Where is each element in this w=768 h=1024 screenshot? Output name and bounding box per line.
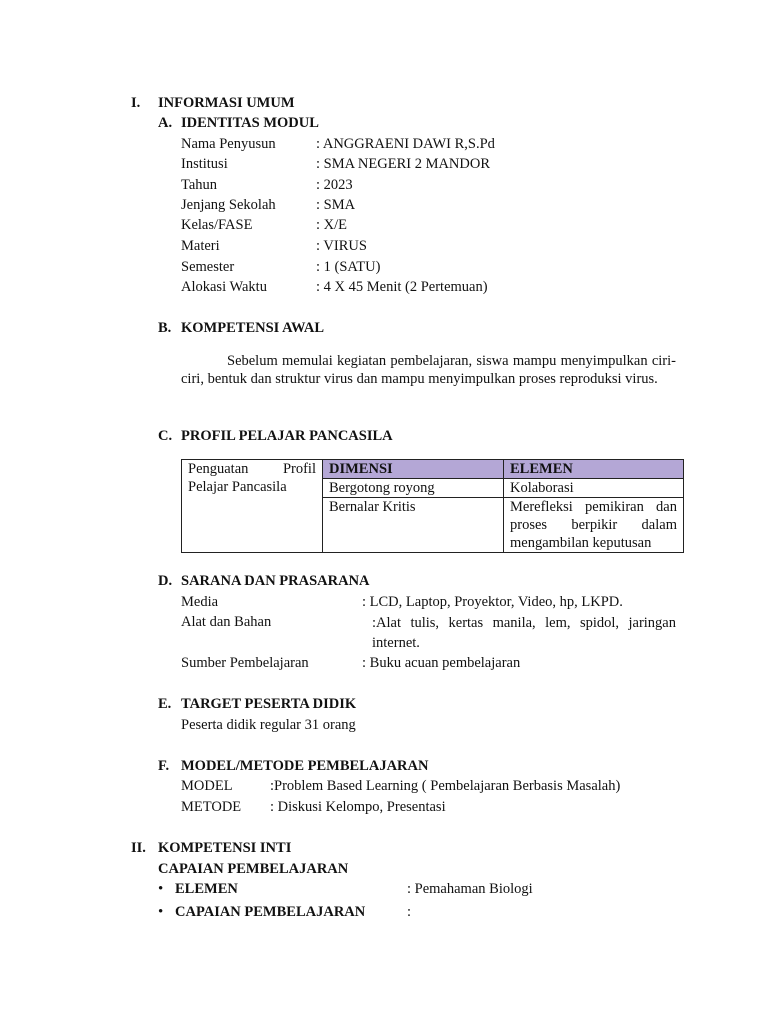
kompetensi-awal-text: Sebelum memulai kegiatan pembelajaran, siswa mampu menyimpulkan ciri-ciri, bentuk dan struktur virus dan mampu menyimpulkan proses reproduksi virus. <box>181 353 676 387</box>
model-label: MODEL <box>181 778 233 794</box>
subsection-title: KOMPETENSI AWAL <box>181 320 325 336</box>
section-number: II. <box>131 840 146 856</box>
column-header-elemen: ELEMEN <box>504 460 684 479</box>
column-header-dimensi: DIMENSI <box>323 460 504 479</box>
identity-label: Institusi <box>181 156 228 172</box>
sarana-label: Alat dan Bahan <box>181 614 272 630</box>
section-number: I. <box>131 95 141 111</box>
dimensi-cell: Bernalar Kritis <box>323 498 504 553</box>
section-title: KOMPETENSI INTI <box>158 840 292 856</box>
sarana-value: : LCD, Laptop, Proyektor, Video, hp, LKPD. <box>362 594 623 610</box>
model-value: :Problem Based Learning ( Pembelajaran Berbasis Masalah) <box>270 778 621 794</box>
identity-value: : 1 (SATU) <box>316 259 381 275</box>
identity-label: Tahun <box>181 177 218 193</box>
subsection-letter: B. <box>158 320 172 336</box>
identity-value: : 2023 <box>316 177 353 193</box>
identity-value: : VIRUS <box>316 238 367 254</box>
identity-label: Materi <box>181 238 220 254</box>
bullet-icon: • <box>158 904 164 920</box>
identity-label: Kelas/FASE <box>181 217 253 233</box>
bullet-label: CAPAIAN PEMBELAJARAN <box>175 904 366 920</box>
identity-value: : X/E <box>316 217 348 233</box>
sarana-value: :Alat tulis, kertas manila, lem, spidol, jaringan internet. <box>372 615 676 651</box>
sarana-value: : Buku acuan pembelajaran <box>362 655 521 671</box>
identity-value: : ANGGRAENI DAWI R,S.Pd <box>316 136 495 152</box>
sarana-label: Media <box>181 594 219 610</box>
subsection-letter: A. <box>158 115 173 131</box>
subsection-letter: D. <box>158 573 173 589</box>
subsection-title: TARGET PESERTA DIDIK <box>181 696 357 712</box>
kompetensi-awal-paragraph <box>181 353 676 388</box>
section-subtitle: CAPAIAN PEMBELAJARAN <box>158 861 349 877</box>
subsection-letter: F. <box>158 758 170 774</box>
profil-cell: Penguatan Profil Pelajar Pancasila <box>182 460 323 553</box>
metode-label: METODE <box>181 799 242 815</box>
subsection-title: MODEL/METODE PEMBELAJARAN <box>181 758 429 774</box>
bullet-label: ELEMEN <box>175 881 238 897</box>
elemen-cell: Kolaborasi <box>504 479 684 498</box>
sarana-label: Sumber Pembelajaran <box>181 655 309 671</box>
bullet-value: : <box>407 904 412 920</box>
table-row <box>182 460 684 479</box>
identity-label: Semester <box>181 259 235 275</box>
subsection-title: PROFIL PELAJAR PANCASILA <box>181 428 393 444</box>
identity-value: : SMA <box>316 197 356 213</box>
identity-value: : 4 X 45 Menit (2 Pertemuan) <box>316 279 488 295</box>
identity-label: Alokasi Waktu <box>181 279 267 295</box>
identity-value: : SMA NEGERI 2 MANDOR <box>316 156 491 172</box>
metode-value: : Diskusi Kelompo, Presentasi <box>270 799 446 815</box>
subsection-title: SARANA DAN PRASARANA <box>181 573 370 589</box>
subsection-letter: C. <box>158 428 173 444</box>
section-title: INFORMASI UMUM <box>158 95 295 111</box>
profil-pancasila-table <box>181 459 684 553</box>
identity-label: Jenjang Sekolah <box>181 197 276 213</box>
subsection-letter: E. <box>158 696 172 712</box>
bullet-icon: • <box>158 881 164 897</box>
identity-label: Nama Penyusun <box>181 136 276 152</box>
subsection-title: IDENTITAS MODUL <box>181 115 319 131</box>
dimensi-cell: Bergotong royong <box>323 479 504 498</box>
bullet-value: : Pemahaman Biologi <box>407 881 533 897</box>
target-text: Peserta didik regular 31 orang <box>181 717 356 733</box>
elemen-cell: Merefleksi pemikiran dan proses berpikir dalam mengambilan keputusan <box>504 498 684 553</box>
